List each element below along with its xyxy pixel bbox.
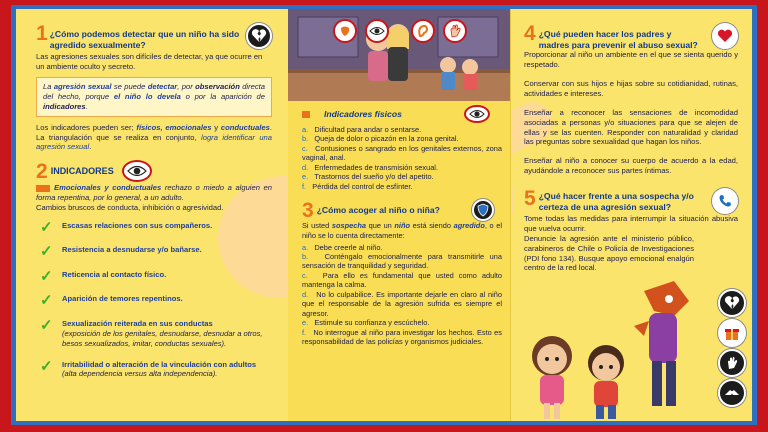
column-left xyxy=(16,9,288,421)
box-bold: agresión sexual xyxy=(53,82,112,92)
box-text: se puede xyxy=(111,82,148,92)
section-3-title: ¿Cómo acoger al niño o niña? xyxy=(316,204,440,215)
support-item xyxy=(302,271,502,290)
p-italic: logra identificar una agresión sexual xyxy=(36,132,272,152)
item-letter: b. xyxy=(302,252,309,261)
item-text: No interrogue al niño para investigar los hechos. Esto es responsabilidad de las policías y organismos judiciales. xyxy=(302,327,502,347)
physical-item xyxy=(302,172,502,181)
item-letter: c. xyxy=(302,270,308,280)
checklist-text: Irritabilidad o alteración de la vinculación con adultos xyxy=(62,359,257,369)
checklist-text: Reticencia al contacto físico. xyxy=(62,269,167,279)
box-text: , por xyxy=(177,82,196,92)
item-text: No lo culpabilice. Es importante dejarle en claro al niño que el responsable de la agresión sufrida es siempre el agresor. xyxy=(302,289,502,318)
support-item xyxy=(302,318,502,327)
box-text: La xyxy=(43,82,54,92)
item-text: Debe creerle al niño. xyxy=(314,242,383,252)
section-2-number: 2 xyxy=(36,159,48,183)
item-letter: e. xyxy=(302,318,309,328)
support-item xyxy=(302,243,502,252)
check-icon: ✓ xyxy=(40,267,53,285)
item-text: Trastornos del sueño y/o del apetito. xyxy=(314,172,434,182)
section-2-paragraph: Cambios bruscos de conducta, inhibición o agresividad. xyxy=(36,203,224,213)
checklist-item xyxy=(40,245,272,259)
item-text: Queja de dolor o picazón en la zona genital. xyxy=(314,134,459,144)
item-letter: a. xyxy=(302,242,309,252)
checklist-item xyxy=(40,316,272,349)
checklist-text: Sexualización reiterada en sus conductas xyxy=(62,318,213,328)
emotional-text: rechazo o miedo a alguien en forma repentina, por lo general, a un adulto. xyxy=(36,183,272,203)
section-2-title: INDICADORES xyxy=(50,165,114,176)
physical-item xyxy=(302,134,502,143)
check-icon: ✓ xyxy=(40,243,53,261)
indicator-checklist xyxy=(40,218,272,379)
item-letter: b. xyxy=(302,134,309,144)
broken-heart-icon xyxy=(718,289,746,317)
checklist-text: Resistencia a desnudarse y/o bañarse. xyxy=(62,245,202,255)
p-text: y xyxy=(211,122,221,132)
item-letter: d. xyxy=(302,162,309,172)
classroom-illustration xyxy=(288,9,510,101)
box-text: directa del hecho, porque xyxy=(43,82,266,102)
section-3-number: 3 xyxy=(302,198,314,222)
mouth-icon xyxy=(333,19,357,43)
item-letter: f. xyxy=(302,181,307,191)
intro-text: que un xyxy=(366,221,395,231)
item-text: Estimule su confianza y escúchelo. xyxy=(314,318,430,328)
section-4-number: 4 xyxy=(524,22,536,45)
box-bold: indicadores xyxy=(43,101,86,111)
section-3-header xyxy=(302,199,502,221)
hand-touch-icon xyxy=(718,349,746,377)
section-1-number: 1 xyxy=(36,22,48,45)
support-item xyxy=(302,290,502,318)
box-bold: el niño lo devela xyxy=(113,92,181,102)
brochure xyxy=(16,9,752,421)
section-5-paragraph-2: Denuncie la agresión ante el ministerio público, carabineros de Chile o Policía de Investigaciones (PDI fono 134). Busque apoyo emocional enalgún centro de la red local. xyxy=(524,233,694,273)
p-bold: físicos, emocionales xyxy=(136,122,212,132)
item-letter: c. xyxy=(302,143,308,153)
broken-heart-icon xyxy=(246,23,272,49)
indicators-paragraph xyxy=(36,123,272,153)
p-text: . La triangulación que se realiza en conjunto, xyxy=(36,122,272,142)
hand-icon xyxy=(443,19,467,43)
physical-item xyxy=(302,182,502,191)
physical-indicators xyxy=(302,105,502,347)
eye-icon xyxy=(122,160,152,182)
section-4-paragraph-4: Enseñar al niño a conocer su cuerpo de acuerdo a la edad, ayudándole a reconocer sus partes íntimas. xyxy=(524,156,738,176)
check-icon: ✓ xyxy=(40,292,53,310)
checklist-text: Escasas relaciones con sus compañeros. xyxy=(62,220,213,230)
checklist-item xyxy=(40,357,272,380)
physical-list xyxy=(302,125,502,191)
shield-icon xyxy=(472,199,494,221)
checklist-subtext: (exposición de los genitales, desnudarse, desnudar a otros, besos sexualizados, imitar, conductas sexuales). xyxy=(62,328,263,348)
column-right xyxy=(510,9,752,421)
section-1-paragraph: Las agresiones sexuales son difíciles de detectar, ya que ocurre en un ambiente oculto y secreto. xyxy=(36,52,263,72)
detection-box xyxy=(36,77,272,117)
gift-icon xyxy=(718,319,746,347)
item-letter: f. xyxy=(302,327,307,337)
hands-icon xyxy=(718,379,746,407)
section-2-header xyxy=(36,160,272,182)
box-bold: observación xyxy=(195,82,240,92)
section-5-number: 5 xyxy=(524,187,536,211)
item-text: Para ello es fundamental que usted como adulto mantenga la calma. xyxy=(302,270,502,290)
item-text: Conténgalo emocionalmente para transmitirle una sensación de tranquilidad y seguridad. xyxy=(302,252,502,271)
checklist-item xyxy=(40,267,272,285)
item-letter: d. xyxy=(302,289,309,299)
section-5-title: ¿Qué hacer frente a una sospecha y/o certeza de una agresión sexual? xyxy=(538,191,694,212)
section-4-header xyxy=(524,23,738,50)
physical-header xyxy=(302,105,502,123)
item-text: Contusiones o sangrado en los genitales externos, zona vaginal, anal. xyxy=(302,143,502,163)
physical-item xyxy=(302,125,502,134)
section-1-title: ¿Cómo podemos detectar que un niño ha sido agredido sexualmente? xyxy=(49,29,240,50)
check-icon: ✓ xyxy=(40,357,53,375)
warning-icon-column xyxy=(718,289,748,407)
section-4-title: ¿Qué pueden hacer los padres y madres para prevenir el abuso sexual? xyxy=(538,29,698,50)
section-5-paragraph-1: Tome todas las medidas para interrumpir la situación abusiva que vuelva ocurrir. xyxy=(524,214,738,233)
intro-text: Si usted xyxy=(302,221,332,231)
p-bold: conductuales xyxy=(220,122,270,132)
item-letter: a. xyxy=(302,125,309,134)
section-4-paragraph-1: Proporcionar al niño un ambiente en el que se sienta querido y respetado. xyxy=(524,50,738,70)
item-letter: e. xyxy=(302,172,309,182)
emotional-paragraph xyxy=(36,183,272,203)
section-4-paragraph-3: Enseñar a reconocer las sensaciones de incomodidad asociadas a personas y/o situaciones para que se alejen de ellas y se las cuenten. Responder con naturalidad y claridad las preguntas sobre sexualidad que hagan los niños. xyxy=(524,107,738,147)
p-text: Los indicadores pueden ser; xyxy=(36,122,137,132)
bullet-square-icon xyxy=(36,185,50,192)
page-frame xyxy=(11,5,757,425)
physical-item xyxy=(302,163,502,172)
illustration-photo xyxy=(288,9,510,101)
box-text: . xyxy=(85,101,88,111)
eye-icon xyxy=(365,19,389,43)
item-text: Dificultad para andar o sentarse. xyxy=(314,125,422,134)
checklist-text: Aparición de temores repentinos. xyxy=(62,294,183,304)
checklist-item xyxy=(40,294,272,308)
physical-title: Indicadores físicos xyxy=(324,108,402,119)
intro-bold: agredido xyxy=(453,221,485,231)
support-item xyxy=(302,252,502,271)
intro-text: , o el niño se lo cuenta directamente: xyxy=(302,221,502,240)
eye-icon xyxy=(464,105,490,123)
section-1-header xyxy=(36,23,272,50)
section-3-intro xyxy=(302,221,502,240)
physical-item xyxy=(302,144,502,163)
item-text: Pérdida del control de esfínter. xyxy=(312,181,413,191)
phone-icon xyxy=(712,188,738,214)
box-text: o por la aparición de xyxy=(180,92,265,102)
checklist-item xyxy=(40,218,272,236)
section-5-header xyxy=(524,188,738,214)
section-4-paragraph-2: Conservar con sus hijos e hijas sobre su cotidianidad, rutinas, actividades e intereses. xyxy=(524,79,738,99)
emotional-title: Emocionales y conductuales xyxy=(54,183,162,193)
intro-bold: niño xyxy=(394,221,411,231)
box-bold: detectar xyxy=(147,82,178,92)
ear-icon xyxy=(411,19,435,43)
section-3-list xyxy=(302,243,502,347)
column-middle xyxy=(288,9,510,421)
intro-bold: sospecha xyxy=(331,221,366,231)
heart-icon xyxy=(712,23,738,49)
p-text: . xyxy=(89,142,92,152)
checklist-subtext: (alta dependencia versus alta independencia). xyxy=(62,369,218,379)
children-and-fox-illustration xyxy=(524,271,714,421)
intro-text: está siendo xyxy=(410,221,454,231)
bullet-square-icon xyxy=(302,111,310,118)
check-icon: ✓ xyxy=(40,316,53,334)
check-icon: ✓ xyxy=(40,218,53,236)
support-item xyxy=(302,328,502,347)
item-text: Enfermedades de transmisión sexual. xyxy=(314,162,438,172)
